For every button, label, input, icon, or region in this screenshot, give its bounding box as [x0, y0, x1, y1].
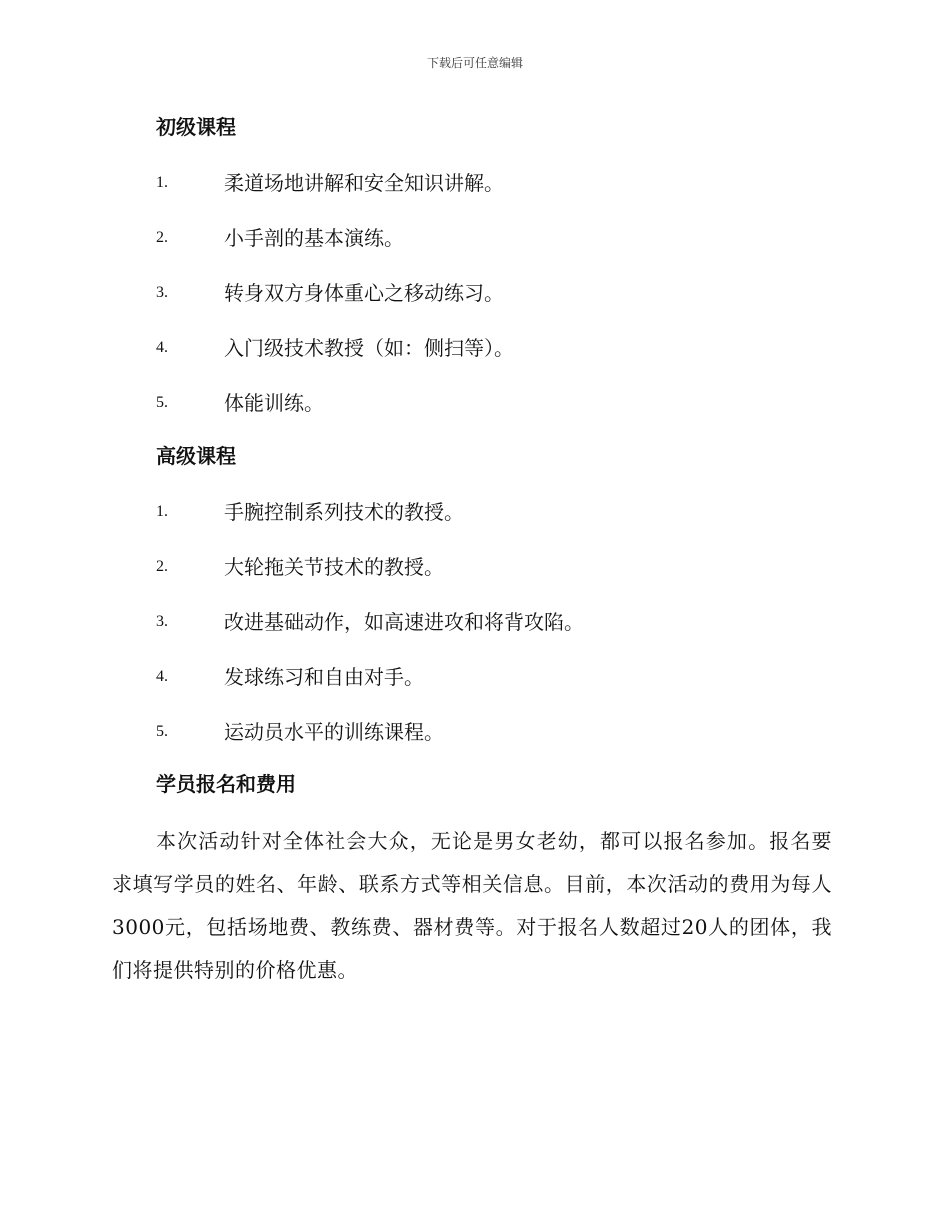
- list-number: 5.: [156, 723, 168, 740]
- list-number: 1.: [156, 503, 168, 520]
- list-text: 柔道场地讲解和安全知识讲解。: [224, 171, 504, 195]
- list-item: [156, 664, 856, 690]
- list-text: 运动员水平的训练课程。: [224, 720, 444, 744]
- list-item: [156, 225, 856, 251]
- list-item: [156, 170, 856, 196]
- list-item: [156, 609, 856, 635]
- list-text: 发球练习和自由对手。: [224, 665, 424, 689]
- registration-paragraph: 本次活动针对全体社会大众，无论是男女老幼，都可以报名参加。报名要求填写学员的姓名、年龄、联系方式等相关信息。目前，本次活动的费用为每人3000元，包括场地费、教练费、器材费等。对于报名人数超过20人的团体，我们将提供特别的价格优惠。: [112, 829, 832, 982]
- list-number: 1.: [156, 174, 168, 191]
- list-item: [156, 390, 856, 416]
- list-number: 4.: [156, 339, 168, 356]
- section-heading-registration: 学员报名和费用: [156, 772, 296, 796]
- section-heading-beginner: 初级课程: [156, 115, 236, 139]
- list-text: 入门级技术教授（如：侧扫等）。: [224, 336, 514, 360]
- list-item: [156, 719, 856, 745]
- list-text: 手腕控制系列技术的教授。: [224, 500, 464, 524]
- list-text: 小手剖的基本演练。: [224, 226, 404, 250]
- list-number: 3.: [156, 613, 168, 630]
- list-text: 大轮拖关节技术的教授。: [224, 555, 444, 579]
- list-text: 体能训练。: [224, 391, 324, 415]
- list-item: [156, 554, 856, 580]
- list-text: 转身双方身体重心之移动练习。: [224, 281, 504, 305]
- list-item: [156, 499, 856, 525]
- list-item: [156, 335, 856, 361]
- list-number: 4.: [156, 668, 168, 685]
- list-number: 2.: [156, 229, 168, 246]
- list-number: 3.: [156, 284, 168, 301]
- section-heading-advanced: 高级课程: [156, 444, 236, 468]
- list-text: 改进基础动作，如高速进攻和将背攻陷。: [224, 610, 584, 634]
- list-number: 2.: [156, 558, 168, 575]
- list-number: 5.: [156, 394, 168, 411]
- list-item: [156, 280, 856, 306]
- page-header: 下载后可任意编辑: [426, 56, 523, 70]
